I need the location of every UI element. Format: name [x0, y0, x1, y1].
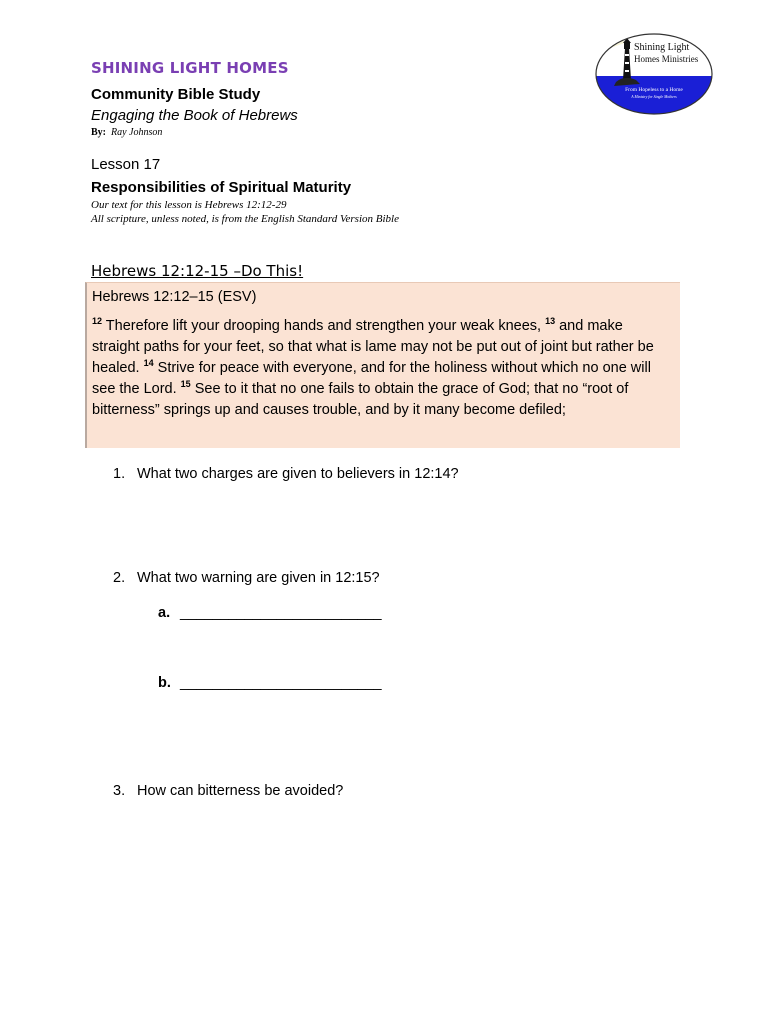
organization-name: SHINING LIGHT HOMES	[91, 59, 289, 77]
verse-number: 13	[545, 316, 556, 326]
question-text: What two warning are given in 12:15?	[137, 570, 380, 586]
byline	[91, 127, 162, 138]
answer-blank[interactable]: _________________________	[180, 605, 382, 621]
scripture-passage	[92, 316, 674, 421]
question-text: How can bitterness be avoided?	[137, 783, 344, 799]
lesson-text-note: Our text for this lesson is Hebrews 12:12-29	[91, 199, 287, 211]
scripture-reference: Hebrews 12:12–15 (ESV)	[92, 289, 257, 305]
verse-text: and make straight paths for your feet, so that what is lame may not be put out of joint but rather be healed.	[92, 318, 654, 376]
answer-line-a[interactable]	[158, 605, 382, 621]
section-heading: Hebrews 12:12-15 –Do This!	[91, 262, 304, 280]
answer-line-b[interactable]	[158, 675, 382, 691]
question-number: 2.	[113, 570, 126, 586]
answer-blank[interactable]: _________________________	[180, 675, 382, 691]
verse-text: Therefore lift your drooping hands and strengthen your weak knees,	[102, 318, 546, 334]
byline-label: By:	[91, 127, 106, 138]
question-number: 1.	[113, 466, 126, 482]
question-3	[113, 783, 343, 799]
logo-line2: Homes Ministries	[634, 54, 699, 64]
lesson-title: Responsibilities of Spiritual Maturity	[91, 179, 352, 196]
book-title: Engaging the Book of Hebrews	[91, 107, 298, 124]
verse-number: 12	[92, 316, 103, 326]
verse-text: See to it that no one fails to obtain the grace of God; that no “root of bitterness” springs up and causes trouble, and by it many become defiled;	[92, 381, 629, 418]
scripture-version-note: All scripture, unless noted, is from the English Standard Version Bible	[91, 213, 399, 225]
lighthouse-logo-icon	[594, 32, 714, 116]
study-subtitle: Community Bible Study	[91, 86, 261, 103]
question-2	[113, 570, 380, 586]
logo-tagline: From Hopeless to a Home	[625, 87, 683, 93]
answer-letter: a.	[158, 605, 171, 621]
question-1	[113, 466, 459, 482]
author-name: Ray Johnson	[111, 127, 163, 138]
verse-number: 14	[143, 358, 154, 368]
question-text: What two charges are given to believers in 12:14?	[137, 466, 459, 482]
question-number: 3.	[113, 783, 126, 799]
verse-number: 15	[180, 379, 191, 389]
verse-text: Strive for peace with everyone, and for the holiness without which no one will see the Lord.	[92, 360, 651, 397]
ministry-logo	[594, 32, 714, 116]
scripture-passage-box	[85, 282, 680, 448]
logo-subtagline: A Ministry for Single Mothers	[631, 95, 677, 99]
logo-line1: Shining Light	[634, 42, 690, 53]
answer-letter: b.	[158, 675, 171, 691]
lesson-number: Lesson 17	[91, 156, 161, 173]
